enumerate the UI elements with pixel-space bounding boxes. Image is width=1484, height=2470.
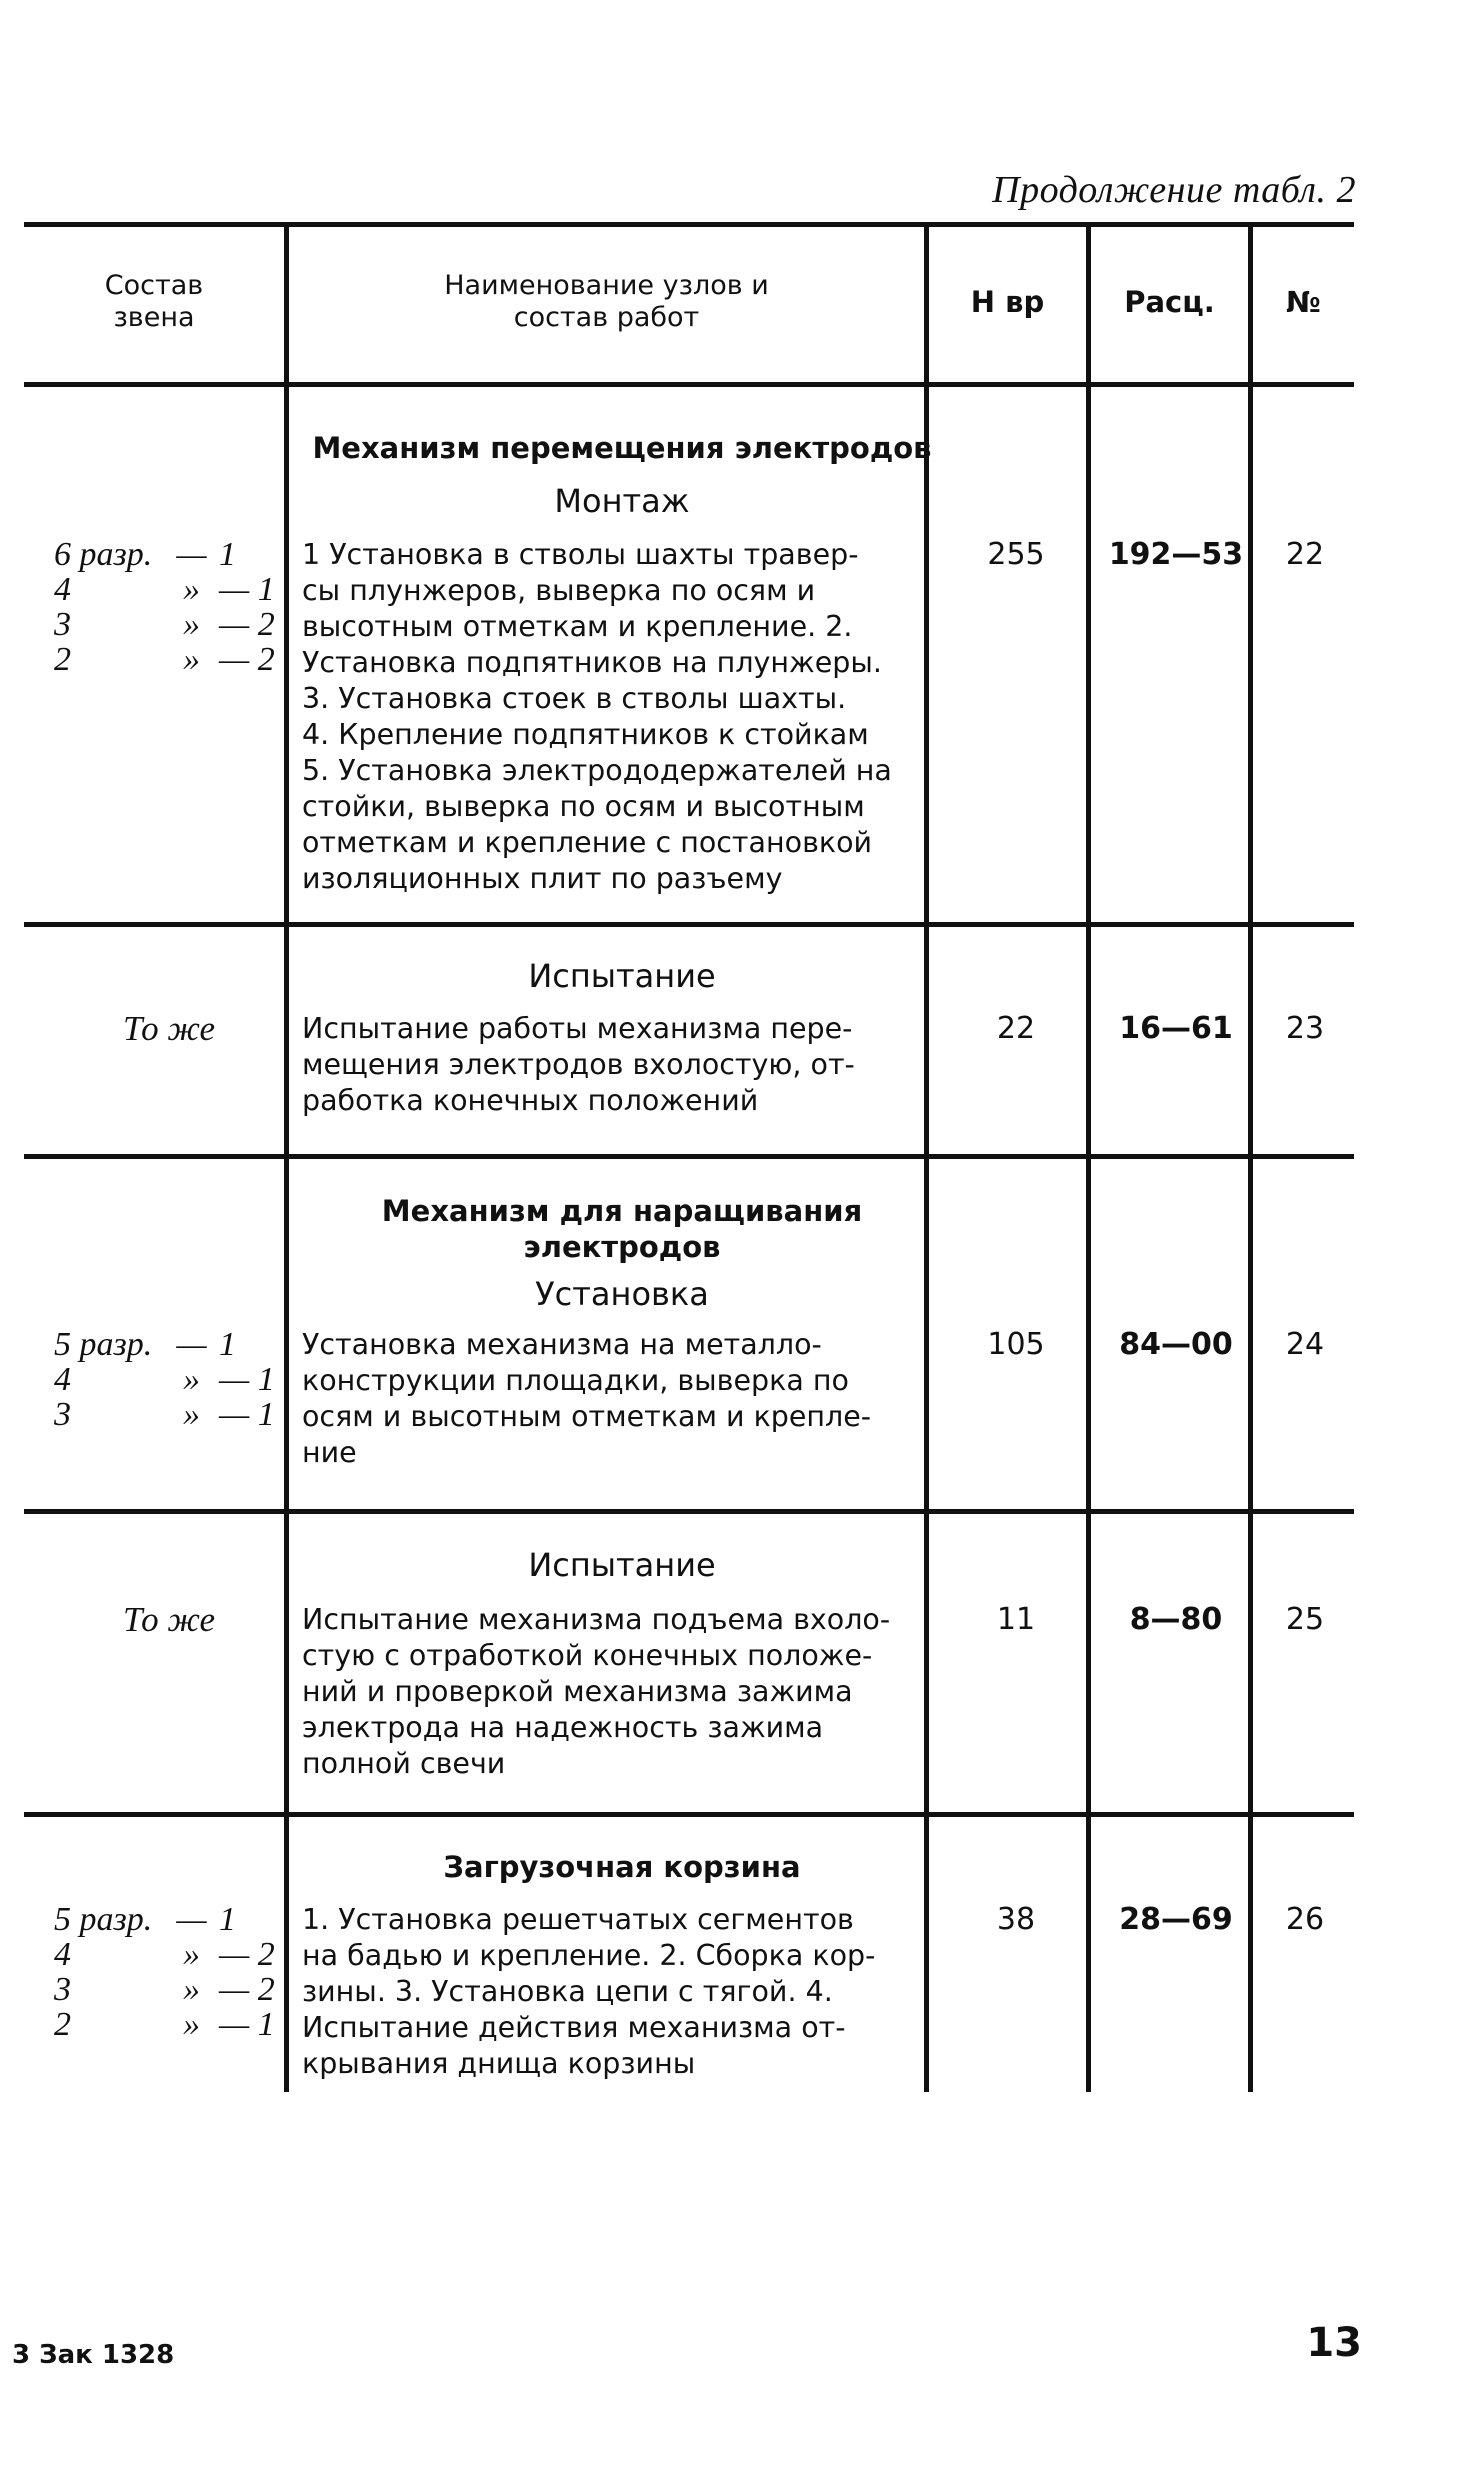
time-norm: 255 bbox=[987, 537, 1045, 572]
item-number: 22 bbox=[1285, 537, 1325, 572]
time-norm: 22 bbox=[996, 1011, 1036, 1046]
page-number: 13 bbox=[1306, 2320, 1362, 2366]
row-divider bbox=[24, 1509, 1354, 1514]
work-description: 1 Установка в стволы шахты травер- сы плунжеров, выверка по осям и высотным отметкам и крепление. 2. Установка подпятников на плунжеры. 3. Установка стоек в стволы шахты. 4. Крепление подпятников к стойкам 5. Установка электрододержателей на стойки, выверка по осям и высотным отметкам и крепление с постановкой изоляционных плит по разъему bbox=[302, 538, 892, 895]
header-rasc: Расц. bbox=[1124, 285, 1215, 319]
rate: 16—61 bbox=[1119, 1011, 1233, 1046]
column-rule bbox=[1086, 222, 1091, 2092]
column-rule bbox=[1248, 222, 1253, 2092]
work-subtitle: Установка bbox=[535, 1275, 709, 1313]
item-number: 25 bbox=[1285, 1602, 1325, 1637]
item-number: 26 bbox=[1285, 1902, 1325, 1937]
crew-composition: 5 разр. — 1 4 » — 1 3 » — 1 bbox=[54, 1326, 275, 1433]
item-number: 23 bbox=[1285, 1011, 1325, 1046]
rate: 28—69 bbox=[1119, 1902, 1233, 1937]
rate: 84—00 bbox=[1119, 1327, 1233, 1362]
work-description: Испытание механизма подъема вхоло- стую с отработкой конечных положе- ний и проверкой механизма зажима электрода на надежность зажима полной свечи bbox=[302, 1603, 891, 1780]
norms-table bbox=[24, 222, 1354, 2092]
crew-same: То же bbox=[122, 1600, 216, 1639]
order-mark: 3 Зак 1328 bbox=[12, 2340, 175, 2370]
header-no: № bbox=[1286, 285, 1321, 319]
crew-composition: 5 разр. — 1 4 » — 2 3 » — 2 2 » — 1 bbox=[54, 1901, 275, 2043]
row-divider bbox=[24, 1812, 1354, 1817]
time-norm: 11 bbox=[996, 1602, 1036, 1637]
work-subtitle: Монтаж bbox=[554, 482, 690, 520]
header-nvr: Н вр bbox=[970, 285, 1045, 319]
work-subtitle: Испытание bbox=[528, 1546, 716, 1584]
work-description: 1. Установка решетчатых сегментов на бадью и крепление. 2. Сборка кор- зины. 3. Установка цепи с тягой. 4. Испытание действия механизма от- крывания днища корзины bbox=[302, 1903, 876, 2080]
work-description: Установка механизма на металло- конструкции площадки, выверка по осям и высотным отметкам и крепле- ние bbox=[302, 1328, 872, 1469]
header-name: Наименование узлов и состав работ bbox=[444, 270, 769, 333]
header-sostav: Состав звена bbox=[104, 270, 204, 333]
header-bottom-rule bbox=[24, 382, 1354, 387]
continuation-title: Продолжение табл. 2 bbox=[992, 169, 1356, 211]
work-subtitle: Испытание bbox=[528, 957, 716, 995]
time-norm: 38 bbox=[996, 1902, 1036, 1937]
rate: 192—53 bbox=[1108, 537, 1244, 572]
rate: 8—80 bbox=[1129, 1602, 1223, 1637]
crew-composition: 6 разр. — 1 4 » — 1 3 » — 2 2 » — 2 bbox=[54, 536, 275, 678]
group-title: Механизм перемещения электродов bbox=[312, 431, 932, 465]
group-title: Механизм для наращивания электродов bbox=[381, 1194, 863, 1264]
group-title: Загрузочная корзина bbox=[443, 1850, 801, 1884]
column-rule bbox=[284, 222, 289, 2092]
row-divider bbox=[24, 1154, 1354, 1159]
row-divider bbox=[24, 922, 1354, 927]
crew-same: То же bbox=[122, 1009, 216, 1048]
item-number: 24 bbox=[1285, 1327, 1325, 1362]
time-norm: 105 bbox=[987, 1327, 1045, 1362]
work-description: Испытание работы механизма пере- мещения электродов вхолостую, от- работка конечных положений bbox=[302, 1012, 855, 1117]
